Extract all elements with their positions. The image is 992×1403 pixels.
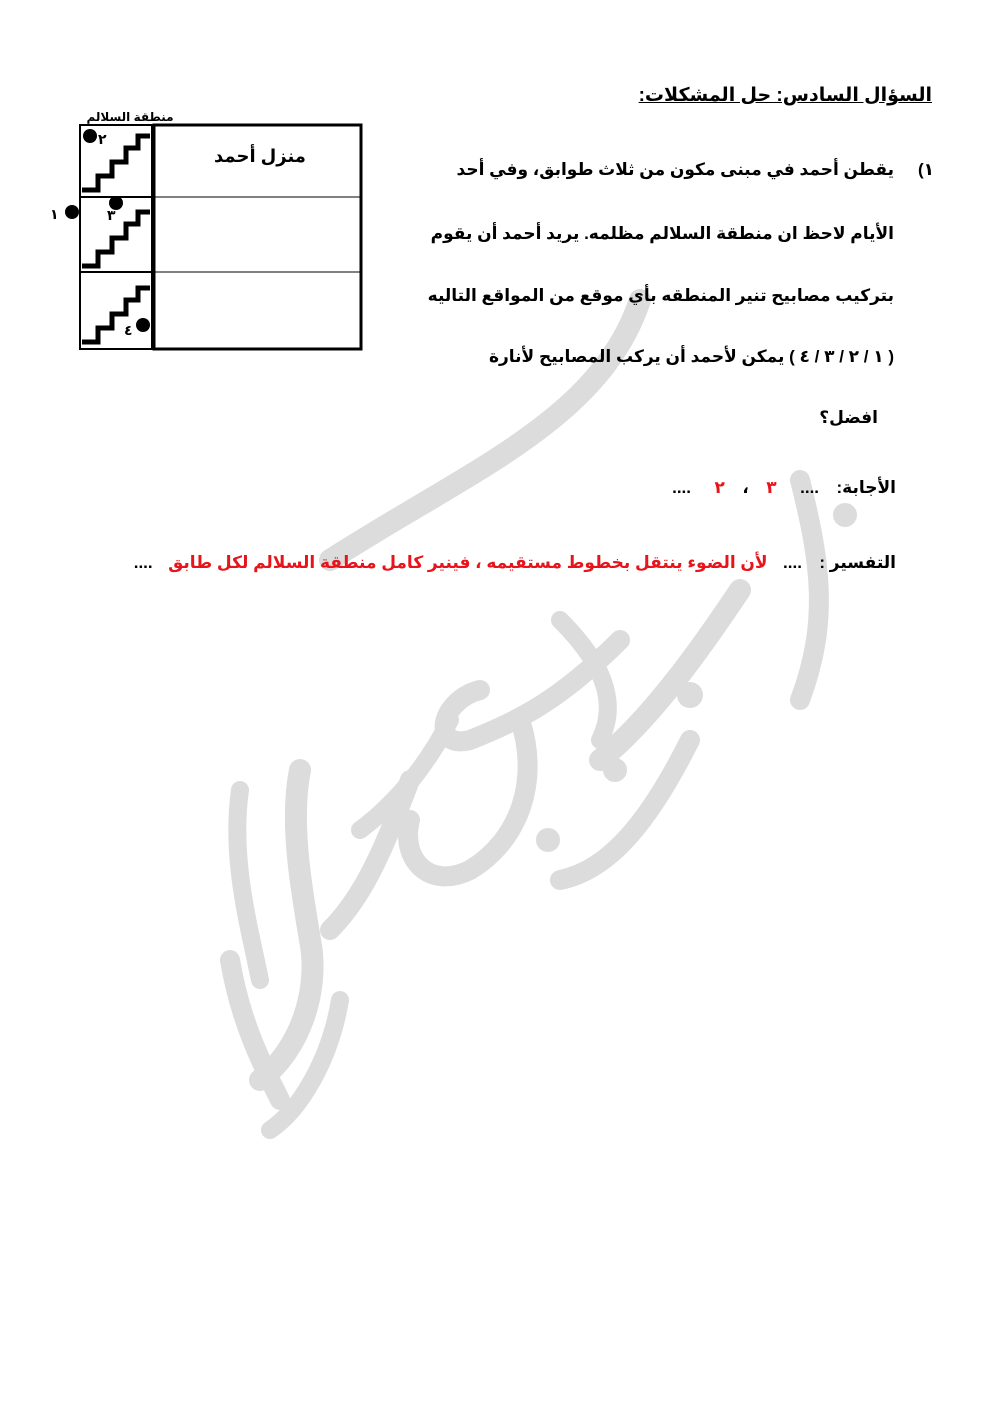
house-label: منزل أحمد [214,146,306,166]
position-label-4: ٤ [124,322,133,338]
staircase-floor-bottom [82,288,150,342]
explanation-leading-dots: .... [783,553,802,572]
position-marker-4 [136,318,150,332]
building-diagram [30,100,380,360]
staircase-floor-middle [82,212,150,266]
question-line-1: يقطن أحمد في مبنى مكون من ثلاث طوابق، وفي أحد [456,160,894,179]
question-heading: السؤال السادس: حل المشكلات: [638,85,932,106]
explanation-row [134,553,896,573]
answer-leading-dots: .... [800,478,820,497]
position-marker-1 [65,205,79,219]
stairs-area-label: منطقة السلالم [86,110,174,124]
answer-value-2: ٢ [714,478,725,497]
explanation-label: التفسير : [819,553,896,572]
answer-value-1: ٣ [766,478,777,497]
explanation-trailing-dots: .... [133,553,153,572]
question-line-5: افضل؟ [819,408,878,427]
position-label-3: ٣ [107,207,116,223]
question-line-2: الأيام لاحظ ان منطقة السلالم مظلمه. يريد أحمد أن يقوم [430,224,894,243]
question-number: ١) [917,160,934,179]
answer-label: الأجابة: [836,478,896,497]
staircase-floor-top [82,136,150,190]
answer-separator: ، [742,478,749,497]
position-marker-2 [83,129,97,143]
question-line-3: بتركيب مصابيح تنير المنطقه بأي موقع من المواقع التاليه [427,286,894,305]
position-label-2: ٢ [98,131,107,147]
question-line-4: ( ١ / ٢ / ٣ / ٤ ) يمكن لأحمد أن يركب المصابيح لأنارة [488,347,894,366]
answer-trailing-dots: .... [672,478,692,497]
answer-row [672,478,896,498]
explanation-text: لأن الضوء ينتقل بخطوط مستقيمه ، فينير كامل منطقة السلالم لكل طابق [168,553,768,572]
position-label-1: ١ [50,206,59,222]
